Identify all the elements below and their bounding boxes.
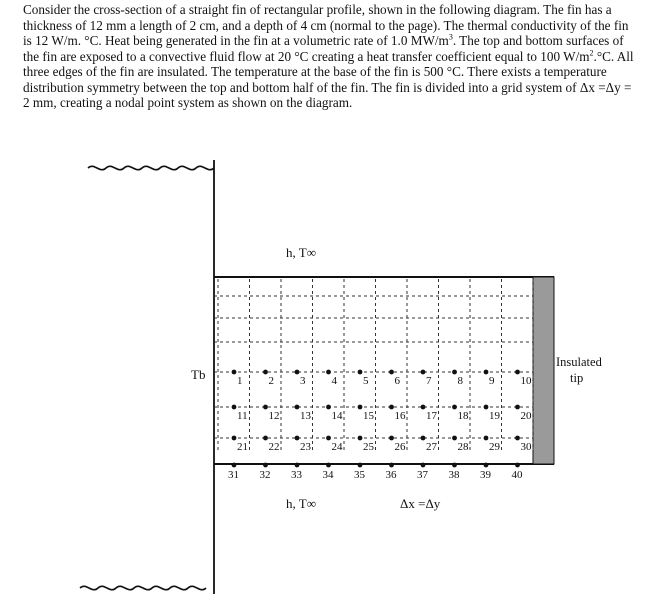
node-point [295,370,300,375]
grid-spacing-label: Δx =Δy [400,496,441,511]
node-point [326,370,331,375]
node-label: 1 [237,375,243,387]
wall-break-top [88,166,214,169]
node-label: 36 [385,469,397,481]
node-label: 37 [417,469,428,481]
node-label: 18 [457,410,469,422]
node-point [358,370,363,375]
node-label: 15 [363,410,374,422]
node-label: 19 [489,410,500,422]
node-label: 28 [457,441,469,453]
bottom-convection-label: h, T∞ [286,496,316,511]
problem-text-2: . The top and bottom surfaces of the fin are exposed to a convective fluid flow at 20 °C creating a heat transfer coefficient equal to 100 W/m [23,33,624,64]
node-point [232,463,237,468]
node-label: 3 [300,375,306,387]
node-label: 6 [394,375,400,387]
node-point [421,405,426,410]
node-point [389,370,394,375]
node-label: 33 [291,469,302,481]
node-label: 4 [331,375,337,387]
node-point [515,370,520,375]
node-label: 12 [268,410,280,422]
node-label: 24 [331,441,343,453]
node-point [358,463,363,468]
top-convection-label: h, T∞ [286,245,316,260]
node-label: 20 [520,410,532,422]
superscript-cubed: 3 [448,32,453,42]
node-label: 2 [268,375,274,387]
node-point [232,370,237,375]
node-label: 31 [228,469,239,481]
wall-break-bottom [80,586,206,589]
node-point [232,436,237,441]
node-label: 11 [237,410,248,422]
node-point [421,463,426,468]
node-label: 14 [331,410,343,422]
node-label: 25 [363,441,374,453]
insulated-tip-strip [533,277,554,464]
node-point [421,436,426,441]
node-label: 21 [237,441,248,453]
node-point [263,405,268,410]
node-point [326,436,331,441]
node-point [295,436,300,441]
node-point [484,436,489,441]
node-label: 40 [511,469,523,481]
node-label: 27 [426,441,437,453]
node-point [484,463,489,468]
node-label: 22 [268,441,280,453]
node-label: 30 [520,441,532,453]
node-label: 7 [426,375,432,387]
node-point [295,405,300,410]
node-point [295,463,300,468]
node-point [326,405,331,410]
node-point [358,405,363,410]
node-point [452,463,457,468]
node-label: 13 [300,410,311,422]
node-point [452,436,457,441]
insulated-tip-label: Insulated [556,355,602,369]
node-point [263,436,268,441]
node-point [515,436,520,441]
problem-text-1: Consider the cross-section of a straight fin of rectangular profile, shown in the following diagram. The fin has a thickness of 12 mm a length of 2 cm, and a depth of 4 cm (normal to the page). The thermal conductivity of the fin is 12 W/m. °C. Heat being generated in the fin at a volumetric rate of 1.0 MW/m [23,2,629,48]
node-point [263,370,268,375]
node-label: 10 [520,375,532,387]
node-label: 23 [300,441,311,453]
node-point [452,405,457,410]
node-point [421,370,426,375]
base-temperature-label: Tb [191,367,206,382]
node-label: 8 [457,375,463,387]
node-point [389,405,394,410]
node-point [515,463,520,468]
node-point [484,370,489,375]
superscript-squared: 2 [589,48,594,58]
node-label: 29 [489,441,500,453]
node-point [389,436,394,441]
node-label: 39 [480,469,491,481]
grid-lines [214,279,533,452]
node-label: 16 [394,410,406,422]
node-label: 32 [259,469,271,481]
node-point [389,463,394,468]
insulated-tip-label-2: tip [570,371,584,385]
node-label: 35 [354,469,365,481]
node-label: 5 [363,375,369,387]
node-point [326,463,331,468]
node-label: 9 [489,375,495,387]
node-label: 38 [448,469,460,481]
node-point [484,405,489,410]
node-point [452,370,457,375]
node-point [515,405,520,410]
node-label: 26 [394,441,406,453]
problem-text-3: .°C. All three edges of the fin are insulated. The temperature at the base of the fin is 500 °C. There exists a temperature distribution symmetry between the top and bottom half of the fin. The fin is divided into a grid system of Δx =Δy = 2 mm, creating a nodal point system as shown on the diagram. [23,48,634,110]
node-point [232,405,237,410]
node-label: 17 [426,410,437,422]
node-label: 34 [322,469,334,481]
node-point [358,436,363,441]
node-point [263,463,268,468]
